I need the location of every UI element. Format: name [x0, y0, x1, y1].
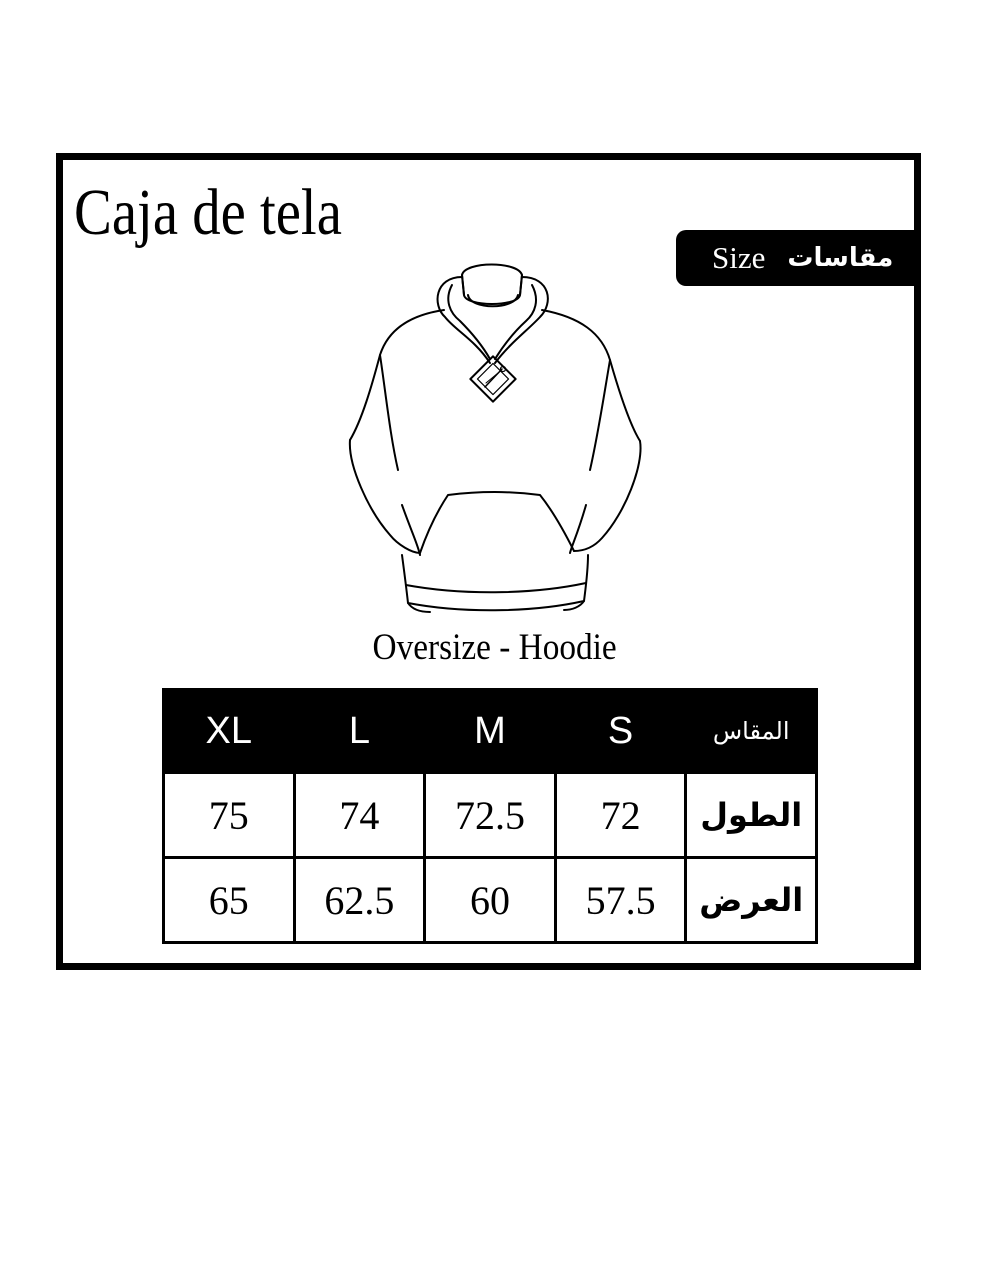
width-xl: 65 [164, 858, 295, 943]
width-m: 60 [425, 858, 556, 943]
width-l: 62.5 [294, 858, 425, 943]
row-label-width: العرض [686, 858, 817, 943]
row-label-length: الطول [686, 773, 817, 858]
size-tag-arabic: مقاسات [787, 243, 894, 273]
length-m: 72.5 [425, 773, 556, 858]
size-tag [676, 230, 914, 286]
length-xl: 75 [164, 773, 295, 858]
table-header-row [164, 690, 817, 773]
size-chart-table [162, 688, 818, 944]
column-header-xl: XL [164, 690, 295, 773]
column-header-s: S [555, 690, 686, 773]
brand-title: Caja de tela [74, 176, 342, 249]
width-s: 57.5 [555, 858, 686, 943]
column-header-size-label: المقاس [686, 690, 817, 773]
hoodie-illustration [340, 255, 650, 620]
length-s: 72 [555, 773, 686, 858]
safety-pin-icon [485, 367, 506, 388]
column-header-m: M [425, 690, 556, 773]
table-row-width [164, 858, 817, 943]
column-header-l: L [294, 690, 425, 773]
size-tag-english: Size [712, 240, 766, 275]
length-l: 74 [294, 773, 425, 858]
product-name: Oversize - Hoodie [372, 627, 617, 668]
table-row-length [164, 773, 817, 858]
